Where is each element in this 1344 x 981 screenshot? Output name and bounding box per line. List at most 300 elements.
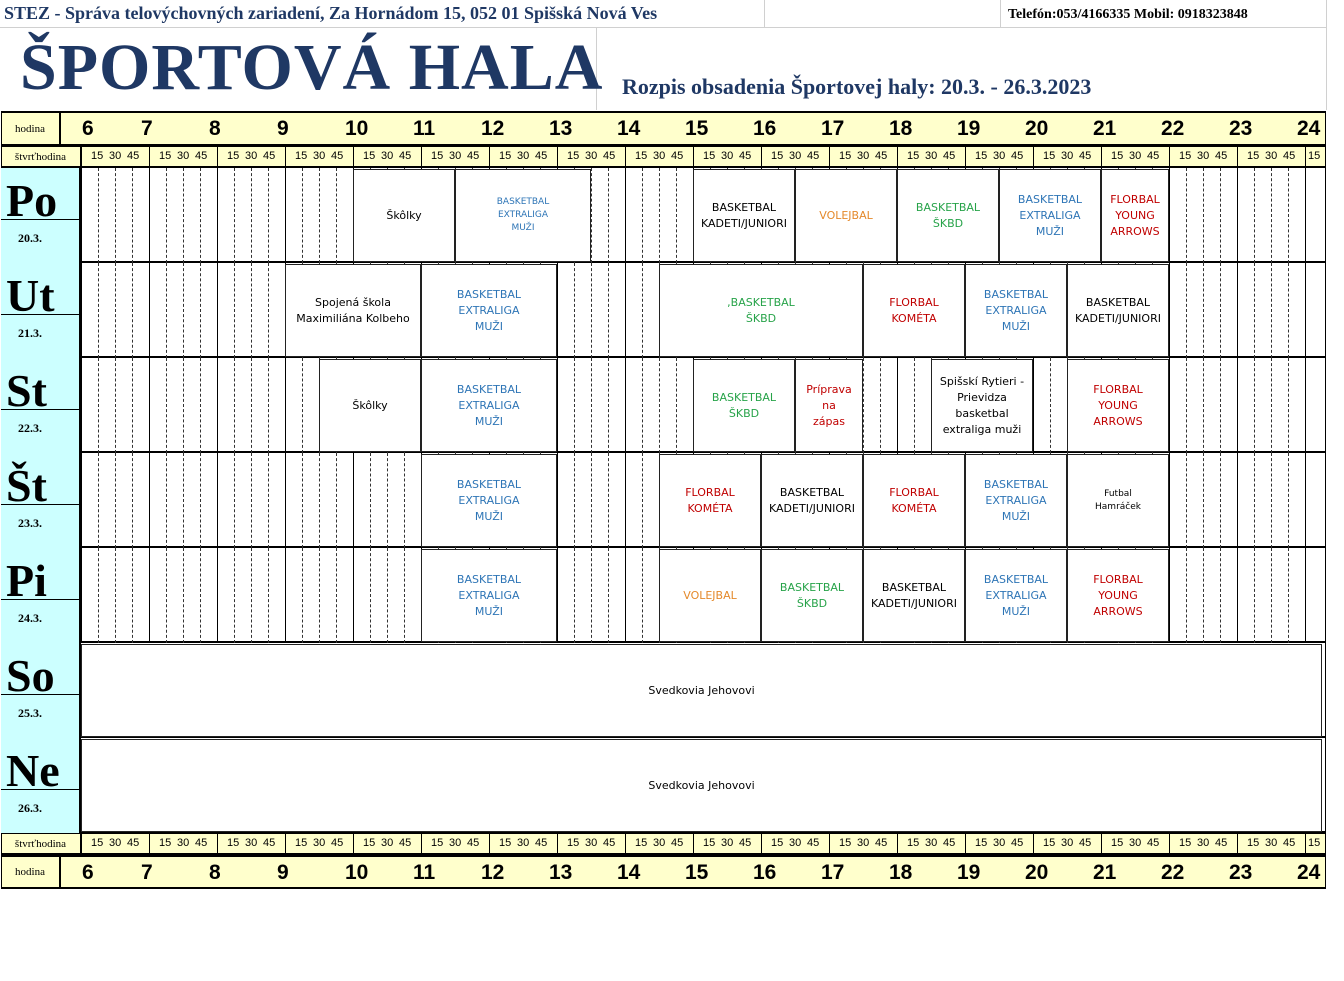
booking-block[interactable]: BASKETBAL EXTRALIGA MUŽI — [421, 264, 557, 357]
quarter-label: 45 — [399, 150, 412, 162]
hour-divider — [829, 833, 830, 855]
hour-gridline — [1305, 453, 1306, 548]
quarter-gridline — [268, 168, 269, 263]
quarter-gridline — [132, 263, 133, 358]
hour-number: 13 — [549, 117, 573, 140]
quarter-label: 45 — [943, 837, 956, 849]
hour-number: 17 — [821, 117, 845, 140]
quarter-gridline — [268, 263, 269, 358]
quarter-gridline — [234, 453, 235, 548]
quarter-gridline — [1288, 263, 1289, 358]
booking-block[interactable]: VOLEJBAL — [795, 169, 897, 262]
booking-block[interactable]: BASKETBAL EXTRALIGA MUŽI — [421, 359, 557, 452]
quarter-label: 15 — [499, 150, 512, 162]
quarter-gridline — [251, 548, 252, 643]
hour-gridline — [625, 263, 626, 358]
day-date: 21.3. — [18, 326, 42, 340]
hour-gridline — [81, 263, 82, 358]
hour-divider — [625, 833, 626, 855]
quarter-label: 30 — [653, 150, 666, 162]
quarter-label: 45 — [1283, 150, 1296, 162]
hour-divider — [897, 146, 898, 168]
quarter-gridline — [183, 453, 184, 548]
quarter-label: 15 — [703, 837, 716, 849]
quarter-gridline — [1288, 548, 1289, 643]
quarter-gridline — [387, 548, 388, 643]
quarter-gridline — [319, 453, 320, 548]
quarter-gridline — [251, 358, 252, 453]
hour-number: 23 — [1229, 117, 1253, 140]
quarter-gridline — [166, 263, 167, 358]
quarter-gridline — [676, 168, 677, 263]
quarter-label: 15 — [771, 837, 784, 849]
hour-gridline — [217, 263, 218, 358]
booking-block[interactable]: BASKETBAL KADETI/JUNIORI — [761, 454, 863, 547]
hour-gridline — [149, 548, 150, 643]
hour-divider — [1101, 146, 1102, 168]
quarter-gridline — [591, 453, 592, 548]
day-date: 23.3. — [18, 516, 42, 530]
quarter-label: 15 — [227, 150, 240, 162]
hour-number: 7 — [141, 117, 153, 140]
booking-block[interactable]: BASKETBAL ŠKBD — [897, 169, 999, 262]
quarter-gridline — [1186, 168, 1187, 263]
quarter-label: 45 — [195, 837, 208, 849]
quarter-gridline — [370, 453, 371, 548]
quarter-label: 15 — [363, 837, 376, 849]
quarter-gridline — [1254, 548, 1255, 643]
hour-gridline — [625, 168, 626, 263]
quarter-label: 15 — [567, 837, 580, 849]
quarter-label: 15 — [431, 150, 444, 162]
hour-row-background — [1, 855, 1326, 889]
quarter-label: 15 — [295, 837, 308, 849]
quarter-gridline — [183, 263, 184, 358]
hall-title: ŠPORTOVÁ HALA — [20, 31, 604, 104]
quarter-gridline — [404, 453, 405, 548]
hour-number: 6 — [82, 117, 94, 140]
hour-gridline — [1169, 358, 1170, 453]
quarter-gridline — [200, 168, 201, 263]
quarter-gridline — [642, 168, 643, 263]
hour-gridline — [557, 453, 558, 548]
quarter-gridline — [676, 358, 677, 453]
hour-number: 24 — [1297, 117, 1321, 140]
quarter-gridline — [574, 358, 575, 453]
quarter-label: 15 — [1308, 837, 1321, 849]
hour-number: 15 — [685, 117, 709, 140]
quarter-gridline — [1288, 168, 1289, 263]
hour-gridline — [1169, 168, 1170, 263]
hour-divider — [81, 146, 82, 168]
quarter-gridline — [98, 358, 99, 453]
quarter-label: 15 — [567, 150, 580, 162]
booking-block[interactable]: FLORBAL KOMÉTA — [863, 264, 965, 357]
hour-gridline — [1169, 263, 1170, 358]
quarter-gridline — [234, 358, 235, 453]
quarter-gridline — [404, 548, 405, 643]
quarter-gridline — [1254, 453, 1255, 548]
hour-number: 13 — [549, 861, 573, 884]
quarter-gridline — [370, 548, 371, 643]
hour-gridline — [625, 358, 626, 453]
quarter-gridline — [1220, 453, 1221, 548]
hour-gridline — [557, 263, 558, 358]
hour-divider — [489, 146, 490, 168]
quarter-label: 30 — [449, 150, 462, 162]
day-abbreviation: Ut — [6, 270, 55, 321]
quarter-gridline — [336, 453, 337, 548]
quarter-gridline — [1220, 263, 1221, 358]
hour-divider — [421, 833, 422, 855]
hour-divider — [149, 833, 150, 855]
quarter-gridline — [200, 548, 201, 643]
quarter-label: 15 — [907, 150, 920, 162]
hour-number: 18 — [889, 117, 913, 140]
quarter-gridline — [115, 358, 116, 453]
hour-gridline — [1169, 548, 1170, 643]
hour-gridline — [149, 168, 150, 263]
quarter-label: 45 — [467, 150, 480, 162]
hour-divider — [217, 146, 218, 168]
quarter-label: 45 — [263, 150, 276, 162]
hour-gridline — [1033, 358, 1034, 453]
quarter-gridline — [251, 453, 252, 548]
quarter-gridline — [1220, 358, 1221, 453]
quarter-gridline — [1186, 358, 1187, 453]
quarter-gridline — [1220, 168, 1221, 263]
quarter-label: 15 — [159, 150, 172, 162]
hour-divider — [1169, 146, 1170, 168]
quarter-gridline — [1203, 453, 1204, 548]
hour-gridline — [1305, 168, 1306, 263]
hour-divider — [353, 146, 354, 168]
hour-number: 20 — [1025, 117, 1049, 140]
quarter-label: 30 — [313, 837, 326, 849]
quarter-gridline — [608, 548, 609, 643]
quarter-label: 45 — [603, 150, 616, 162]
day-abbreviation: Pi — [6, 555, 47, 606]
quarter-gridline — [336, 548, 337, 643]
booking-block[interactable]: Príprava na zápas — [795, 359, 863, 452]
quarter-gridline — [1186, 263, 1187, 358]
quarter-label: 30 — [109, 150, 122, 162]
quarter-label: 15 — [839, 837, 852, 849]
contact-line: Telefón:053/4166335 Mobil: 0918323848 — [1008, 7, 1248, 22]
quarter-label: 30 — [993, 150, 1006, 162]
quarter-gridline — [234, 263, 235, 358]
booking-block[interactable]: BASKETBAL EXTRALIGA MUŽI — [455, 169, 591, 262]
quarter-label: 45 — [331, 837, 344, 849]
quarter-label: 45 — [1079, 150, 1092, 162]
hour-number: 12 — [481, 861, 505, 884]
hour-number: 19 — [957, 861, 981, 884]
quarter-label: 15 — [1111, 837, 1124, 849]
quarter-gridline — [98, 263, 99, 358]
quarter-label: 45 — [739, 150, 752, 162]
quarter-label: 45 — [671, 150, 684, 162]
quarter-gridline — [166, 358, 167, 453]
quarter-label: 30 — [925, 150, 938, 162]
quarter-label: 30 — [1129, 150, 1142, 162]
quarter-gridline — [574, 263, 575, 358]
booking-block[interactable]: BASKETBAL ŠKBD — [693, 359, 795, 452]
quarter-gridline — [642, 358, 643, 453]
quarter-gridline — [1203, 548, 1204, 643]
hour-divider — [965, 146, 966, 168]
quarter-gridline — [608, 358, 609, 453]
booking-block[interactable]: BASKETBAL EXTRALIGA MUŽI — [999, 169, 1101, 262]
quarter-gridline — [642, 263, 643, 358]
quarter-label: 30 — [1061, 150, 1074, 162]
quarter-label: 15 — [1179, 150, 1192, 162]
hour-number: 22 — [1161, 117, 1185, 140]
booking-block[interactable]: BASKETBAL EXTRALIGA MUŽI — [421, 549, 557, 642]
quarter-gridline — [251, 168, 252, 263]
quarter-label: 30 — [1265, 150, 1278, 162]
booking-block[interactable]: VOLEJBAL — [659, 549, 761, 642]
hour-gridline — [217, 548, 218, 643]
hour-number: 11 — [413, 861, 436, 884]
hour-divider — [1033, 833, 1034, 855]
hour-number: 12 — [481, 117, 505, 140]
hour-divider — [1169, 833, 1170, 855]
quarter-label: 15 — [1111, 150, 1124, 162]
booking-block[interactable]: BASKETBAL EXTRALIGA MUŽI — [421, 454, 557, 547]
hour-divider — [217, 833, 218, 855]
hour-number: 16 — [753, 117, 777, 140]
hour-gridline — [149, 358, 150, 453]
quarter-label: 45 — [127, 837, 140, 849]
hour-gridline — [1169, 453, 1170, 548]
quarter-label: 15 — [1043, 150, 1056, 162]
hour-gridline — [81, 548, 82, 643]
quarter-gridline — [1271, 548, 1272, 643]
quarter-gridline — [268, 548, 269, 643]
hour-number: 6 — [82, 861, 94, 884]
quarter-label: 45 — [1215, 150, 1228, 162]
quarter-gridline — [1288, 453, 1289, 548]
hour-divider — [1033, 146, 1034, 168]
hour-gridline — [81, 453, 82, 548]
booking-block[interactable]: Svedkovia Jehovovi — [81, 644, 1322, 737]
quarter-label: 15 — [1247, 150, 1260, 162]
quarter-gridline — [98, 548, 99, 643]
quarter-label: 45 — [875, 837, 888, 849]
hour-number: 10 — [345, 861, 369, 884]
quarter-label: 15 — [363, 150, 376, 162]
hour-gridline — [1237, 263, 1238, 358]
quarter-gridline — [1050, 358, 1051, 453]
booking-block[interactable]: FLORBAL YOUNG ARROWS — [1101, 169, 1169, 262]
quarter-label: 45 — [127, 150, 140, 162]
hour-divider — [625, 146, 626, 168]
quarter-label: 45 — [807, 837, 820, 849]
quarter-label: 45 — [1147, 150, 1160, 162]
hour-gridline — [353, 453, 354, 548]
quarter-gridline — [1186, 453, 1187, 548]
quarter-gridline — [642, 548, 643, 643]
quarter-label: 30 — [789, 837, 802, 849]
hour-gridline — [625, 548, 626, 643]
hour-number: 24 — [1297, 861, 1321, 884]
hour-gridline — [217, 168, 218, 263]
quarter-label: 30 — [177, 837, 190, 849]
quarter-gridline — [1254, 168, 1255, 263]
hour-gridline — [353, 548, 354, 643]
quarter-label: 15 — [907, 837, 920, 849]
day-abbreviation: St — [6, 365, 47, 416]
hour-gridline — [557, 548, 558, 643]
quarter-label: 15 — [975, 150, 988, 162]
booking-block[interactable]: ,BASKETBAL ŠKBD — [659, 264, 863, 357]
booking-block[interactable]: Futbal Hamráček — [1067, 454, 1169, 547]
hour-number: 11 — [413, 117, 436, 140]
hour-gridline — [285, 548, 286, 643]
quarter-label: 30 — [1197, 150, 1210, 162]
quarter-label: 45 — [1011, 150, 1024, 162]
quarter-label: 30 — [585, 150, 598, 162]
quarter-gridline — [608, 453, 609, 548]
quarter-label: 30 — [381, 837, 394, 849]
hour-gridline — [285, 168, 286, 263]
quarter-label: 30 — [925, 837, 938, 849]
quarter-gridline — [574, 453, 575, 548]
hour-gridline — [285, 358, 286, 453]
booking-block[interactable]: FLORBAL YOUNG ARROWS — [1067, 549, 1169, 642]
hour-divider — [1305, 833, 1306, 855]
quarter-gridline — [200, 453, 201, 548]
hour-divider — [829, 146, 830, 168]
quarter-gridline — [591, 548, 592, 643]
day-abbreviation: Št — [6, 460, 47, 511]
hour-divider — [557, 833, 558, 855]
quarter-label: 45 — [1147, 837, 1160, 849]
booking-block[interactable]: BASKETBAL ŠKBD — [761, 549, 863, 642]
quarter-gridline — [234, 168, 235, 263]
hour-divider — [1237, 146, 1238, 168]
hour-gridline — [1305, 548, 1306, 643]
hour-divider — [761, 833, 762, 855]
hour-divider — [693, 146, 694, 168]
hour-divider — [149, 146, 150, 168]
hour-divider — [81, 833, 82, 855]
quarter-label: 15 — [703, 150, 716, 162]
quarter-label: 15 — [635, 837, 648, 849]
hour-number: 7 — [141, 861, 153, 884]
quarter-label: 30 — [313, 150, 326, 162]
quarter-label: 45 — [1079, 837, 1092, 849]
quarter-label: 45 — [943, 150, 956, 162]
hour-divider — [557, 146, 558, 168]
quarter-label: 15 — [1179, 837, 1192, 849]
hour-divider — [353, 833, 354, 855]
quarter-gridline — [863, 358, 864, 453]
hour-gridline — [1305, 263, 1306, 358]
booking-block[interactable]: BASKETBAL KADETI/JUNIORI — [863, 549, 965, 642]
quarter-gridline — [591, 263, 592, 358]
quarter-label: 45 — [1011, 837, 1024, 849]
quarter-label: 15 — [1043, 837, 1056, 849]
quarter-label: 45 — [535, 837, 548, 849]
quarter-gridline — [132, 168, 133, 263]
quarter-label: 45 — [535, 150, 548, 162]
booking-block[interactable]: BASKETBAL EXTRALIGA MUŽI — [965, 549, 1067, 642]
quarter-label: 30 — [721, 837, 734, 849]
quarter-row-label: štvrťhodina — [1, 146, 81, 168]
hour-divider — [965, 833, 966, 855]
quarter-label: 30 — [381, 150, 394, 162]
quarter-gridline — [1254, 358, 1255, 453]
quarter-gridline — [608, 168, 609, 263]
quarter-gridline — [1288, 358, 1289, 453]
quarter-label: 45 — [331, 150, 344, 162]
quarter-label: 30 — [721, 150, 734, 162]
booking-block[interactable]: Spojená škola Maximiliána Kolbeho — [285, 264, 421, 357]
hour-gridline — [1237, 358, 1238, 453]
hour-number: 22 — [1161, 861, 1185, 884]
hour-divider — [693, 833, 694, 855]
booking-block[interactable]: BASKETBAL KADETI/JUNIORI — [1067, 264, 1169, 357]
quarter-label: 30 — [653, 837, 666, 849]
hour-number: 14 — [617, 117, 641, 140]
quarter-gridline — [98, 453, 99, 548]
quarter-gridline — [234, 548, 235, 643]
hour-gridline — [285, 453, 286, 548]
quarter-gridline — [1271, 453, 1272, 548]
hour-number: 16 — [753, 861, 777, 884]
booking-block[interactable]: BASKETBAL EXTRALIGA MUŽI — [965, 454, 1067, 547]
hour-gridline — [217, 453, 218, 548]
quarter-label: 30 — [1129, 837, 1142, 849]
hour-divider — [285, 833, 286, 855]
quarter-gridline — [115, 453, 116, 548]
schedule-title: Rozpis obsadenia Športovej haly: 20.3. - 26.3.2023 — [622, 74, 1092, 99]
booking-block[interactable]: FLORBAL KOMÉTA — [659, 454, 761, 547]
hour-divider — [1237, 833, 1238, 855]
quarter-label: 30 — [993, 837, 1006, 849]
booking-block[interactable]: Škôlky — [319, 359, 421, 452]
quarter-label: 15 — [159, 837, 172, 849]
hour-gridline — [149, 263, 150, 358]
booking-block[interactable]: FLORBAL YOUNG ARROWS — [1067, 359, 1169, 452]
hour-gridline — [1237, 453, 1238, 548]
quarter-label: 15 — [91, 150, 104, 162]
quarter-gridline — [1203, 168, 1204, 263]
quarter-label: 45 — [739, 837, 752, 849]
booking-block[interactable]: Spišskí Rytieri - Prievidza basketbal extraliga muži — [931, 359, 1033, 452]
hour-divider — [421, 146, 422, 168]
quarter-label: 30 — [857, 150, 870, 162]
booking-block[interactable]: FLORBAL KOMÉTA — [863, 454, 965, 547]
quarter-label: 30 — [449, 837, 462, 849]
booking-block[interactable]: Svedkovia Jehovovi — [81, 739, 1322, 832]
quarter-gridline — [132, 453, 133, 548]
booking-block[interactable]: BASKETBAL KADETI/JUNIORI — [693, 169, 795, 262]
quarter-label: 30 — [109, 837, 122, 849]
hour-row-background — [1, 111, 1326, 146]
day-date: 24.3. — [18, 611, 42, 625]
quarter-gridline — [200, 358, 201, 453]
quarter-label: 45 — [195, 150, 208, 162]
booking-block[interactable]: BASKETBAL EXTRALIGA MUŽI — [965, 264, 1067, 357]
quarter-gridline — [166, 548, 167, 643]
hour-divider — [285, 146, 286, 168]
hour-number: 10 — [345, 117, 369, 140]
quarter-gridline — [166, 168, 167, 263]
hour-gridline — [217, 358, 218, 453]
booking-block[interactable]: Škôlky — [353, 169, 455, 262]
